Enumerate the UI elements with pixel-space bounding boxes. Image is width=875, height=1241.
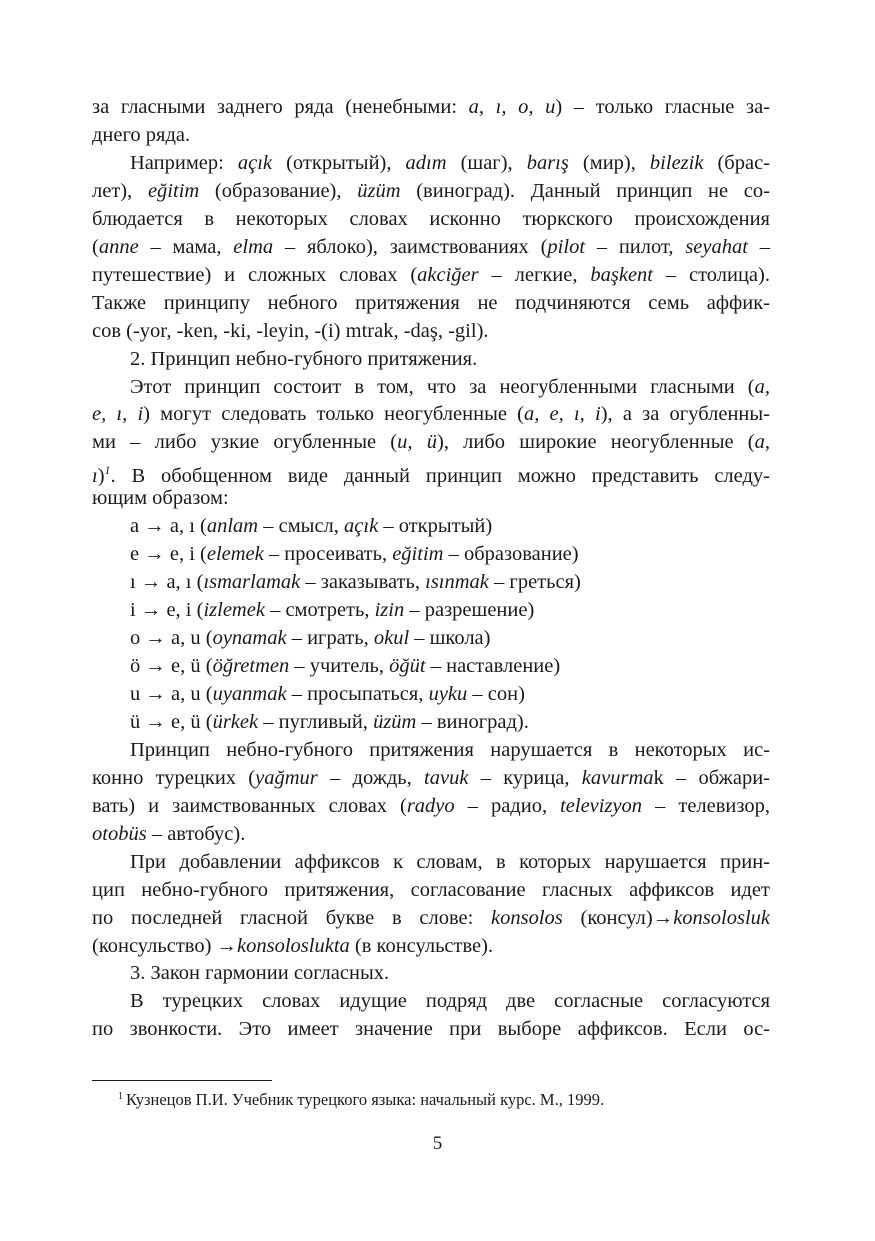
text-line (92, 121, 770, 149)
text-segment: (образование), (199, 179, 358, 202)
italic-term: başkent (590, 263, 653, 286)
italic-term: anne (98, 235, 139, 258)
text-segment: ми – либо узкие огубленные ( (92, 431, 398, 454)
text-line (130, 149, 770, 177)
italic-term: ı (92, 465, 98, 488)
text-segment: – автобус). (146, 822, 246, 845)
italic-term: e, ı, i (92, 403, 144, 426)
text-segment: по последней гласной букве в слове: (92, 906, 492, 929)
text-segment: – дождь, (317, 766, 425, 789)
text-segment: конно турецких ( (92, 766, 256, 789)
footnote-mark: 1 (118, 1091, 123, 1102)
text-segment: ) – только гласные за- (555, 96, 770, 118)
text-line (92, 932, 770, 960)
italic-term: konsoloslukta (237, 934, 350, 957)
text-segment: i → e, i ( (130, 599, 204, 622)
text-line (92, 792, 770, 820)
text-segment: 3. Закон гармонии согласных. (130, 962, 390, 985)
footnote (118, 1086, 604, 1111)
italic-term: bilezik (649, 151, 704, 174)
italic-term: açık (344, 515, 379, 538)
text-segment: k – обжари- (653, 766, 770, 789)
text-segment: e → e, i ( (130, 543, 207, 566)
footnote-text: Кузнецов П.И. Учебник турецкого языка: начальный курс. М., 1999. (126, 1090, 605, 1109)
text-segment: – просеивать, (263, 543, 393, 566)
text-line (130, 959, 770, 987)
italic-term: açık (237, 151, 273, 174)
text-segment: (консульство) → (92, 934, 238, 957)
italic-term: öğretmen (212, 655, 290, 677)
text-segment: Например: (130, 151, 238, 174)
text-line (92, 764, 770, 792)
text-segment: Также принципу небного притяжения не подчиняются семь аффик- (92, 291, 770, 314)
text-line (130, 848, 770, 876)
italic-term: uyku (428, 682, 468, 705)
text-segment: – смотреть, (264, 599, 375, 622)
text-segment: – виноград). (416, 710, 529, 733)
text-line (130, 568, 770, 596)
text-segment: – мама, (138, 235, 234, 258)
text-line (92, 400, 770, 428)
italic-term: eğitim (147, 179, 200, 202)
text-line (130, 345, 770, 373)
text-segment: – играть, (286, 627, 374, 650)
italic-term: izin (374, 599, 405, 622)
text-segment: ü → e, ü ( (130, 710, 213, 733)
text-segment: лет), (92, 179, 148, 202)
text-segment: ющим образом: (92, 487, 229, 510)
text-segment: ) могут следовать только неогубленные ( (143, 403, 524, 426)
text-segment: днего ряда. (92, 123, 191, 146)
italic-term: ısınmak (425, 571, 489, 594)
text-segment: блюдается в некоторых словах исконно тюркского происхождения (92, 207, 770, 230)
italic-term: tavuk (424, 766, 469, 789)
text-segment: за гласными заднего ряда (ненебными: (92, 96, 469, 118)
text-segment: ö → e, ü ( (130, 655, 213, 677)
text-segment: u → a, u ( (130, 682, 213, 705)
text-line (92, 1015, 770, 1043)
text-line (92, 456, 770, 488)
text-line (92, 289, 770, 317)
text-line (92, 428, 770, 456)
footnote-reference: 1 (104, 463, 111, 478)
italic-term: a, ı, o, u (468, 96, 556, 118)
italic-term: pilot (547, 235, 586, 258)
footnote-divider (92, 1080, 272, 1081)
text-line (92, 233, 770, 261)
text-segment: При добавлении аффиксов к словам, в которых нарушается прин- (130, 850, 770, 873)
text-segment: В турецких словах идущие подряд две согласные согласуются (130, 990, 770, 1013)
text-segment: – смысл, (258, 515, 345, 538)
text-line (92, 904, 770, 932)
italic-term: ürkek (212, 710, 259, 733)
italic-term: a, e, ı, i (523, 403, 601, 426)
italic-term: uyanmak (212, 682, 287, 705)
text-segment: по звонкости. Это имеет значение при выборе аффиксов. Если ос- (92, 1018, 770, 1041)
italic-term: öğüt (389, 655, 426, 677)
text-line (92, 484, 770, 512)
italic-term: üzüm (357, 179, 401, 202)
text-segment: – школа) (409, 627, 491, 650)
text-segment: – учитель, (289, 655, 390, 677)
text-segment: (в консульстве). (349, 934, 494, 957)
italic-term: oynamak (212, 627, 287, 650)
text-segment: . В обобщенном виде данный принцип можно представить следу- (110, 465, 770, 488)
text-segment: (виноград). Данный принцип не со- (400, 179, 770, 202)
text-segment: – просыпаться, (286, 682, 429, 705)
text-segment: (брас- (703, 151, 771, 174)
italic-term: elemek (206, 543, 264, 566)
text-segment: – сон) (467, 682, 525, 705)
text-line (130, 373, 770, 401)
text-segment: a → a, ı ( (130, 515, 207, 538)
text-line (92, 820, 770, 848)
text-segment: вать) и заимствованных словах ( (92, 794, 407, 817)
italic-term: kavurma (581, 766, 654, 789)
text-segment: ( (92, 235, 99, 258)
text-segment: – легкие, (478, 263, 591, 286)
page-number: 5 (432, 1133, 443, 1154)
italic-term: u, ü (397, 431, 437, 454)
italic-term: konsolosluk (673, 906, 770, 929)
text-line (92, 205, 770, 233)
text-line (130, 624, 770, 652)
italic-term: adım (405, 151, 447, 174)
text-segment: (мир), (568, 151, 650, 174)
text-segment: Этот принцип состоит в том, что за неогубленными гласными ( (130, 375, 755, 398)
text-segment: – пилот, (585, 235, 686, 258)
text-line (130, 512, 770, 540)
italic-term: izlemek (203, 599, 265, 622)
text-line (130, 652, 770, 680)
text-line (130, 736, 770, 764)
text-segment: – образование) (443, 543, 579, 566)
text-line (92, 876, 770, 904)
text-line (92, 93, 770, 121)
text-segment: – открытый) (378, 515, 493, 538)
text-line (92, 177, 770, 205)
text-segment: – греться) (488, 571, 581, 594)
italic-term: okul (373, 627, 410, 650)
text-segment: Принцип небно-губного притяжения нарушается в некоторых ис- (130, 738, 770, 761)
text-segment: путешествие) и сложных словах ( (92, 263, 418, 286)
text-segment: – (747, 235, 770, 258)
italic-term: a, (754, 431, 771, 454)
text-line (130, 540, 770, 568)
text-segment: – заказывать, (300, 571, 426, 594)
italic-term: a, (754, 375, 770, 398)
italic-term: seyahat (685, 235, 748, 258)
text-segment: – наставление) (425, 655, 561, 677)
text-segment: (шаг), (446, 151, 527, 174)
text-line (92, 317, 770, 345)
text-segment: – яблоко), заимствованиях ( (273, 235, 548, 258)
italic-term: radyo (406, 794, 455, 817)
text-segment: (консул)→ (562, 906, 674, 929)
text-segment: – разрешение) (404, 599, 535, 622)
italic-term: eğitim (392, 543, 444, 566)
italic-term: elma (233, 235, 274, 258)
italic-term: televizyon (560, 794, 643, 817)
text-segment: – столица). (653, 263, 770, 286)
text-segment: (открытый), (272, 151, 406, 174)
text-line (130, 987, 770, 1015)
italic-term: akciğer (417, 263, 479, 286)
text-segment: – радио, (454, 794, 561, 817)
text-segment: ı → a, ı ( (130, 571, 204, 594)
text-segment: – телевизор, (642, 794, 771, 817)
text-line (130, 680, 770, 708)
italic-term: otobüs (92, 822, 147, 845)
italic-term: yağmur (255, 766, 318, 789)
text-segment: ) (97, 465, 105, 488)
text-segment: сов (-yor, -ken, -ki, -leyin, -(i) mtrak, -daş, -gil). (92, 319, 489, 342)
italic-term: anlam (206, 515, 259, 538)
text-segment: 2. Принцип небно-губного притяжения. (130, 347, 478, 370)
text-segment: ), либо широкие неогубленные ( (437, 431, 755, 454)
text-segment: цип небно-губного притяжения, согласование гласных аффиксов идет (92, 878, 770, 901)
text-line (130, 596, 770, 624)
italic-term: üzüm (373, 710, 417, 733)
italic-term: barış (526, 151, 569, 174)
text-segment: – курица, (468, 766, 582, 789)
italic-term: konsolos (491, 906, 563, 929)
text-segment: ), а за огубленны- (600, 403, 770, 426)
text-line (130, 708, 770, 736)
italic-term: ısmarlamak (203, 571, 301, 594)
text-segment: – пугливый, (258, 710, 374, 733)
text-line (92, 261, 770, 289)
text-segment: o → a, u ( (130, 627, 213, 650)
